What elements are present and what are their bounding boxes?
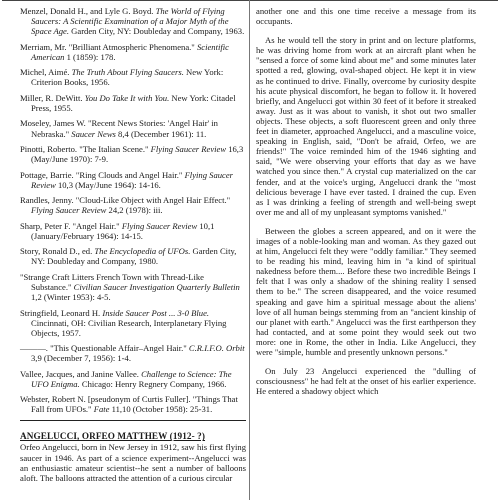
reference-details: New York: Criterion Books, 1956. [31,67,224,88]
reference-source: The Encyclopedia of UFOs. [94,246,191,257]
reference-details: 11,10 (October 1958): 25-31. [109,404,213,415]
bibliography-entry [20,343,246,363]
bibliography-entry [20,93,246,113]
reference-source: Saucer News [71,128,116,139]
reference-source: The Truth About Flying Saucers. [71,67,184,78]
right-paragraph-2: As he would tell the story in print and on lecture platforms, he was driving home from work at an aircraft plant when he "sensed a force of some kind about me" and some minutes later spotted a red, glowing, oval-shaped object. He kept it in view as he continued to drive. Finally, overcome by curiosity despite his acute physical discomfort, he began to follow it. It hovered briefly, and Angelucci got within 30 feet of it before it streaked away. Just as it was about to vanish, it shot out two smaller objects. These objects, a soft fluorescent green and only three feet in diameter, approached Angelucci, and a masculine voice, speaking in English, said, "Don't be afraid, Orfeo, we are friends!" The voice reminded him of the 1946 sighting and said, "We were observing your efforts that day as we have watched you since then." A crystal cup materialized on the car fender, and at the voice's urging, Angelucci drank the "most delicious beverage I have ever tasted. I drained the cup. Even as I was drinking a feeling of strength and well-being swept over me and all of my unpleasant symptoms vanished." [256,35,476,217]
reference-details: New York: Citadel Press, 1955. [31,92,236,113]
reference-details: 1 (1859): 178. [64,51,116,62]
bibliography-entry [20,308,246,338]
right-paragraph-4: On July 23 Angelucci experienced the "dulling of consciousness" he had felt at the onset of his earlier experience. He entered a shadowy object which [256,366,476,397]
right-paragraph-1: another one and this one time receive a message from its occupants. [256,6,476,27]
bibliography-entry [20,394,246,414]
bibliography-entry [20,170,246,190]
left-column [20,6,246,483]
reference-author-title: Sharp, Peter F. "Angel Hair." [20,220,122,231]
reference-author-title: Miller, R. DeWitt. [20,92,85,103]
reference-source: The World of Flying Saucers: A Scientific Examination of a Major Myth of the Space Age. [31,6,229,37]
entry-intro-paragraph: Orfeo Angelucci, born in New Jersey in 1912, saw his first flying saucer in 1946. As part of a science experiment--Angelucci was an enthusiastic amateur scientist--he sent a number of balloons aloft. The balloons attracted the attention of a curious circular [20,442,246,483]
reference-source: Civilian Saucer Investigation Quarterly Bulletin [73,281,240,292]
bibliography-entry [20,221,246,241]
reference-source: Inside Saucer Post ... 3-0 Blue. [102,307,210,318]
entry-heading: ANGELUCCI, ORFEO MATTHEW (1912- ?) [20,431,206,442]
reference-author-title: Michel, Aimé. [20,67,72,78]
reference-author-title: Vallee, Jacques, and Janine Vallee. [20,368,142,379]
bibliography-entry [20,246,246,266]
reference-author-title: Story, Ronald D., ed. [20,246,95,257]
reference-source: C.R.I.F.O. Orbit [188,343,245,354]
column-divider [249,0,250,500]
reference-author-title: Pottage, Barrie. "Ring Clouds and Angel Hair." [20,169,185,180]
right-column [256,6,476,405]
bibliography-entry [20,195,246,215]
reference-details: 8,4 (December 1961): 11. [115,128,207,139]
reference-details: 10,1 (January/February 1964): 14-15. [31,220,215,241]
bibliography-entry [20,118,246,138]
reference-details: 16,3 (May/June 1970): 7-9. [31,143,244,165]
top-rule [2,0,498,1]
reference-author-title: Randles, Jenny. "Cloud-Like Object with Angel Hair Effect." [20,195,231,206]
reference-details: Garden City, NY: Doubleday and Company, 1963. [69,26,245,37]
bibliography-entry [20,369,246,389]
reference-details: 24,2 (1978): iii. [106,205,163,216]
bibliography-entry [20,67,246,87]
reference-source: Flying Saucer Review [121,220,198,231]
right-paragraph-3: Between the globes a screen appeared, and on it were the images of a noble-looking man and woman. As they gazed out at him, Angelucci felt they were "oddly familiar." They seemed to be reading his mind, leaving him in "a kind of spiritual nakedness before them.... Before these two incredible Beings I felt that I was only a shadow of the shining reality I sensed them to be." The screen disappeared, and the voice resumed speaking and gave him a spiritual message about the aliens' love of all human beings stemming from an "ancient kinship of our planet with earth." Angelucci was the first earthperson they had contacted, and at some point they would seek out two more: one in Rome, the other in India. Like Angelucci, they were "simple, humble and presently unknown persons." [256,225,476,357]
reference-author-title: Menzel, Donald H., and Lyle G. Boyd. [20,6,156,16]
entry-heading-rule [20,420,246,422]
reference-source: Scientific American [31,41,229,62]
reference-author-title: Webster, Robert N. [pseudonym of Curtis Fuller]. "Things That Fall from UFOs." [20,394,238,415]
reference-author-title: Pinotti, Roberto. "The Italian Scene." [20,143,151,154]
reference-details: Cincinnati, OH: Civilian Research, Interplanetary Flying Objects, 1957. [31,317,227,338]
bibliography-entry [20,42,246,62]
reference-source: Flying Saucer Review [31,205,107,216]
bibliography-entry [20,144,246,164]
reference-source: Fate [93,404,110,415]
reference-details: 3,9 (December 7, 1956): 1-4. [31,353,131,364]
bibliography-list [20,6,246,415]
reference-details: Garden City, NY: Doubleday and Company, 1980. [31,246,237,267]
reference-source: Challenge to Science: The UFO Enigma. [31,368,232,389]
reference-details: 1,2 (Winter 1953): 4-5. [31,292,111,303]
reference-author-title: ———. "This Questionable Affair–Angel Hair." [20,343,189,354]
reference-source: Flying Saucer Review [150,143,227,154]
reference-author-title: Moseley, James W. "Recent News Stories: 'Angel Hair' in Nebraska." [20,118,218,139]
bibliography-entry [20,272,246,302]
reference-source: Flying Saucer Review [31,169,234,190]
reference-author-title: Stringfield, Leonard H. [20,307,103,318]
bibliography-entry [20,6,246,36]
reference-details: 10,3 (May/June 1964): 14-16. [55,179,161,190]
reference-source: You Do Take It with You. [84,92,170,103]
reference-details: Chicago: Henry Regnery Company, 1966. [79,378,227,389]
reference-author-title: "Strange Craft Litters French Town with Thread-Like Substance." [20,271,204,292]
reference-author-title: Merriam, Mr. "Brilliant Atmospheric Phenomena." [20,41,197,52]
